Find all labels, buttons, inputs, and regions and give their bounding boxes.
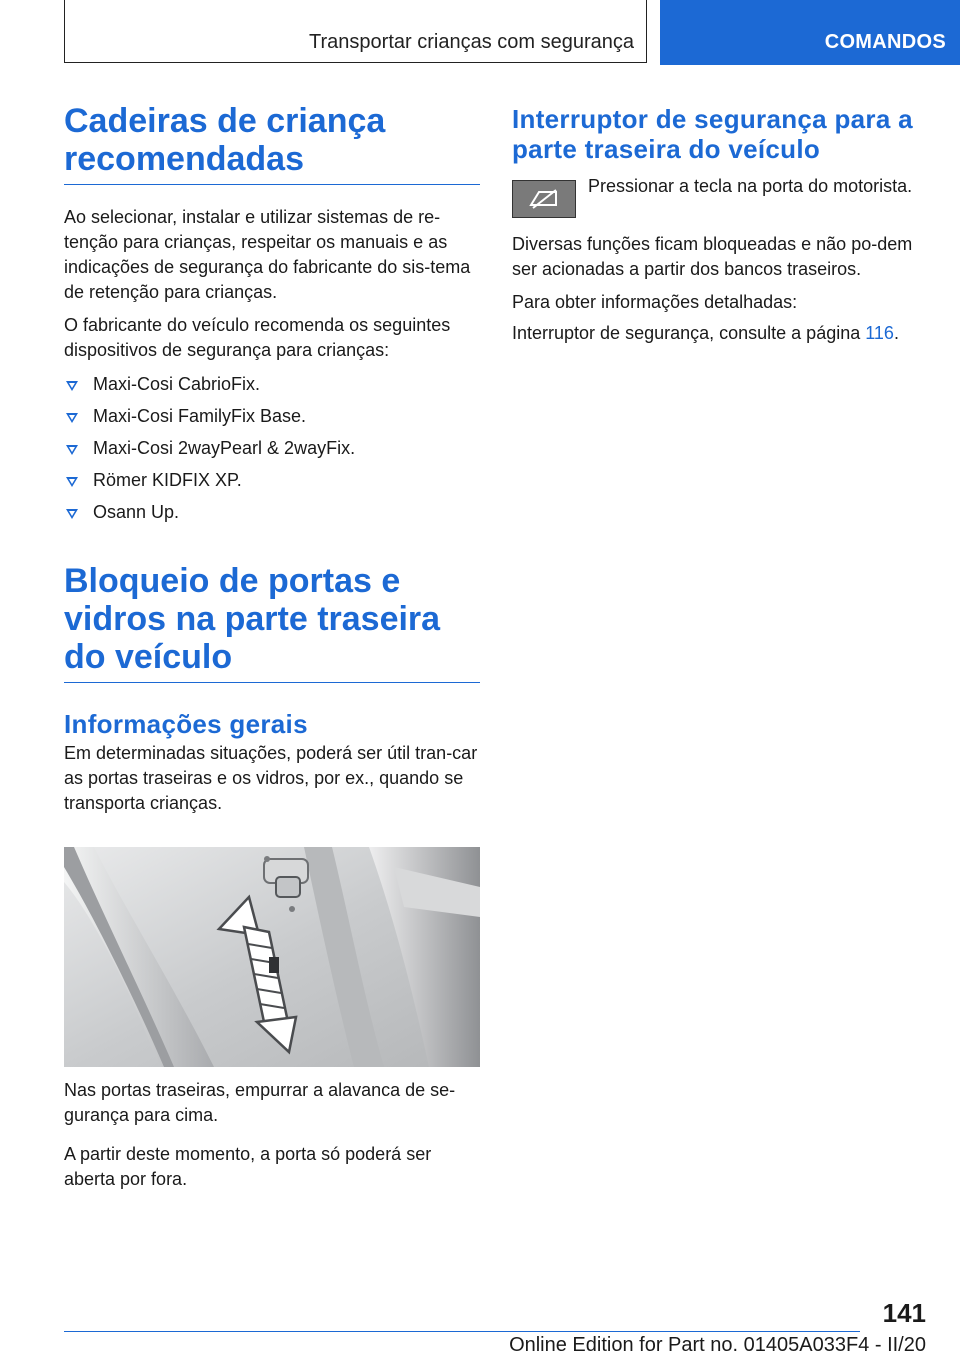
list-item: Osann Up.: [64, 500, 480, 532]
footer-edition: Online Edition for Part no. 01405A033F4 - II/20: [509, 1334, 926, 1356]
paragraph-functions-locked: Diversas funções ficam bloqueadas e não po-dem ser acionadas a partir dos bancos traseiros.: [512, 234, 913, 279]
triangle-bullet-icon: [66, 445, 78, 455]
header-section-title: Transportar crianças com segurança: [309, 31, 634, 53]
paragraph-selection: Ao selecionar, instalar e utilizar sistemas de re-tenção para crianças, respeitar os manuais e as indicações de segurança do fabricante do sis-tema de retenção para crianças.: [64, 207, 471, 302]
heading-general-info: Informações gerais: [64, 709, 308, 739]
page-number: 141: [882, 1298, 926, 1328]
triangle-bullet-icon: [66, 477, 78, 487]
heading-safety-switch: Interruptor de segurança para a parte traseira do veículo: [512, 104, 913, 164]
paragraph-details: Para obter informações detalhadas:: [512, 292, 798, 312]
right-column-body: [512, 232, 932, 346]
left-column-bottom: [64, 1078, 480, 1192]
list-item: Römer KIDFIX XP.: [64, 468, 480, 500]
seat-list: [64, 372, 480, 532]
triangle-bullet-icon: [66, 381, 78, 391]
paragraph-recommendation: O fabricante do veículo recomenda os seguintes dispositivos de segurança para crianças:: [64, 315, 451, 360]
paragraph-general-info: Em determinadas situações, poderá ser útil tran-car as portas traseiras e os vidros, por ex., quando se transporta crianças.: [64, 743, 478, 813]
child-lock-window-key-icon: [512, 180, 576, 218]
heading-rule: [64, 682, 480, 683]
door-lock-illustration: [64, 847, 480, 1067]
heading-rule: [64, 184, 480, 185]
triangle-bullet-icon: [66, 509, 78, 519]
heading-door-window-lock: Bloqueio de portas e vidros na parte traseira do veículo: [64, 562, 441, 676]
key-instruction: Pressionar a tecla na porta do motorista.: [588, 176, 913, 196]
left-column: [64, 102, 480, 876]
list-item: Maxi-Cosi FamilyFix Base.: [64, 404, 480, 436]
paragraph-open-outside: A partir deste momento, a porta só poderá ser aberta por fora.: [64, 1144, 432, 1189]
paragraph-reference: Interruptor de segurança, consulte a página 116.: [512, 323, 899, 343]
page-reference-link[interactable]: 116: [865, 323, 894, 343]
triangle-bullet-icon: [66, 413, 78, 423]
header-chapter-label: COMANDOS: [824, 31, 946, 53]
right-column: [512, 104, 932, 164]
paragraph-lever: Nas portas traseiras, empurrar a alavanca de se-gurança para cima.: [64, 1080, 456, 1125]
list-item: Maxi-Cosi CabrioFix.: [64, 372, 480, 404]
list-item: Maxi-Cosi 2wayPearl & 2wayFix.: [64, 436, 480, 468]
door-lever-image: [64, 847, 480, 1067]
heading-child-seats: Cadeiras de criança recomendadas: [64, 102, 386, 178]
